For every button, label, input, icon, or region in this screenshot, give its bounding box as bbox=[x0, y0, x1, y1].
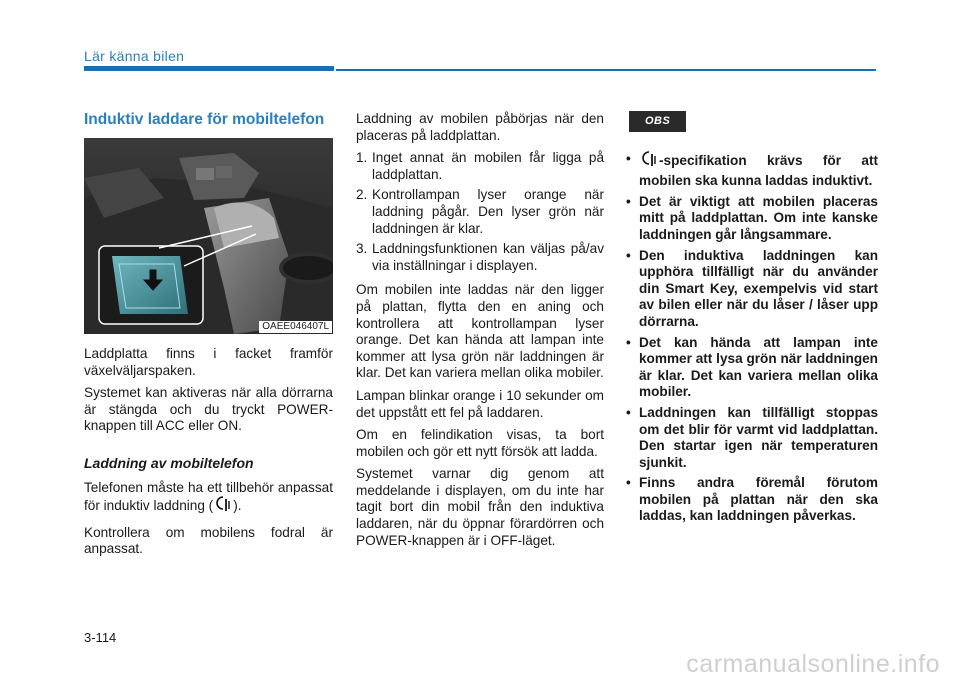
step-text: Inget annat än mobilen får ligga på laddplattan. bbox=[372, 150, 604, 182]
step-number: 3. bbox=[356, 241, 368, 257]
console-photo bbox=[84, 138, 333, 334]
header-accent-bar bbox=[84, 66, 334, 71]
list-item: • Finns andra föremål förutom mobilen på plattan när den ska laddas, kan laddningen påverkas. bbox=[626, 475, 878, 525]
section-title: Induktiv laddare för mobiltelefon bbox=[84, 111, 325, 128]
column-middle bbox=[356, 111, 604, 555]
column-left bbox=[84, 111, 333, 564]
subheading: Laddning av mobiltelefon bbox=[84, 454, 254, 471]
paragraph: Systemet kan aktiveras när alla dörrarna är stängda och du tryckt POWER-knappen till ACC eller ON. bbox=[84, 385, 333, 434]
step-text: Laddningsfunktionen kan väljas på/av via inställningar i displayen. bbox=[372, 241, 604, 273]
list-item: • Det kan hända att lampan inte kommer att lysa grön när laddningen är klar. Det kan variera mellan olika mobiler. bbox=[626, 335, 878, 401]
steps-list bbox=[356, 150, 604, 274]
list-item bbox=[356, 150, 604, 183]
obs-badge: OBS bbox=[629, 111, 686, 132]
header-title: Lär känna bilen bbox=[84, 48, 185, 64]
column-right bbox=[626, 111, 878, 529]
step-number: 1. bbox=[356, 150, 368, 166]
list-item: • Den induktiva laddningen kan upphöra tillfälligt när du använder din Smart Key, exempelvis vid start av bilen eller när du låser / låser upp dörrarna. bbox=[626, 248, 878, 331]
image-caption: OAEE046407L bbox=[259, 321, 332, 333]
paragraph: Om mobilen inte laddas när den ligger på plattan, flytta den en aning och kontrollera att kontrollampan lyser orange. Det kan hända att lampan inte kommer att lysa grön när laddningen är klar. Det kan variera mellan olika mobiler. bbox=[356, 282, 604, 381]
paragraph-text: Telefonen måste ha ett tillbehör anpassat för induktiv laddning ( bbox=[84, 479, 333, 514]
note-text: -specifikation krävs för att mobilen ska kunna laddas induktivt. bbox=[639, 152, 878, 189]
page-number: 3-114 bbox=[84, 630, 117, 645]
list-item bbox=[626, 151, 878, 190]
wireless-charging-icon bbox=[641, 151, 657, 174]
list-item: • Det är viktigt att mobilen placeras mitt på laddplattan. Om inte kanske laddningen går långsammare. bbox=[626, 194, 878, 244]
step-text: Kontrollampan lyser orange när laddning pågår. Den lyser grön när laddningen är klar. bbox=[372, 187, 604, 236]
paragraph: Om en felindikation visas, ta bort mobilen och gör ett nytt försök att ladda. bbox=[356, 427, 604, 459]
paragraph: Kontrollera om mobilens fodral är anpassat. bbox=[84, 524, 333, 557]
paragraph-with-icon bbox=[84, 480, 333, 519]
list-item bbox=[356, 241, 604, 274]
paragraph: Systemet varnar dig genom att meddelande i displayen, om du inte har tagit bort din mobil från den induktiva laddaren, när du öppnar förardörren och POWER-knappen är i OFF-läget. bbox=[356, 466, 604, 548]
wireless-charging-icon bbox=[215, 496, 231, 519]
step-number: 2. bbox=[356, 187, 368, 203]
watermark: carmanualsonline.info bbox=[686, 650, 940, 678]
paragraph: Lampan blinkar orange i 10 sekunder om det uppstått ett fel på laddaren. bbox=[356, 387, 604, 420]
notes-list bbox=[626, 151, 878, 525]
paragraph-text: ). bbox=[233, 498, 242, 514]
list-item bbox=[356, 187, 604, 237]
paragraph: Laddplatta finns i facket framför växelväljarspaken. bbox=[84, 346, 333, 378]
wireless-charger-illustration bbox=[84, 138, 333, 334]
header-rule bbox=[336, 69, 876, 71]
paragraph: Laddning av mobilen påbörjas när den placeras på laddplattan. bbox=[356, 111, 604, 143]
list-item: • Laddningen kan tillfälligt stoppas om det blir för varmt vid laddplattan. Den startar igen när temperaturen sjunkit. bbox=[626, 405, 878, 471]
